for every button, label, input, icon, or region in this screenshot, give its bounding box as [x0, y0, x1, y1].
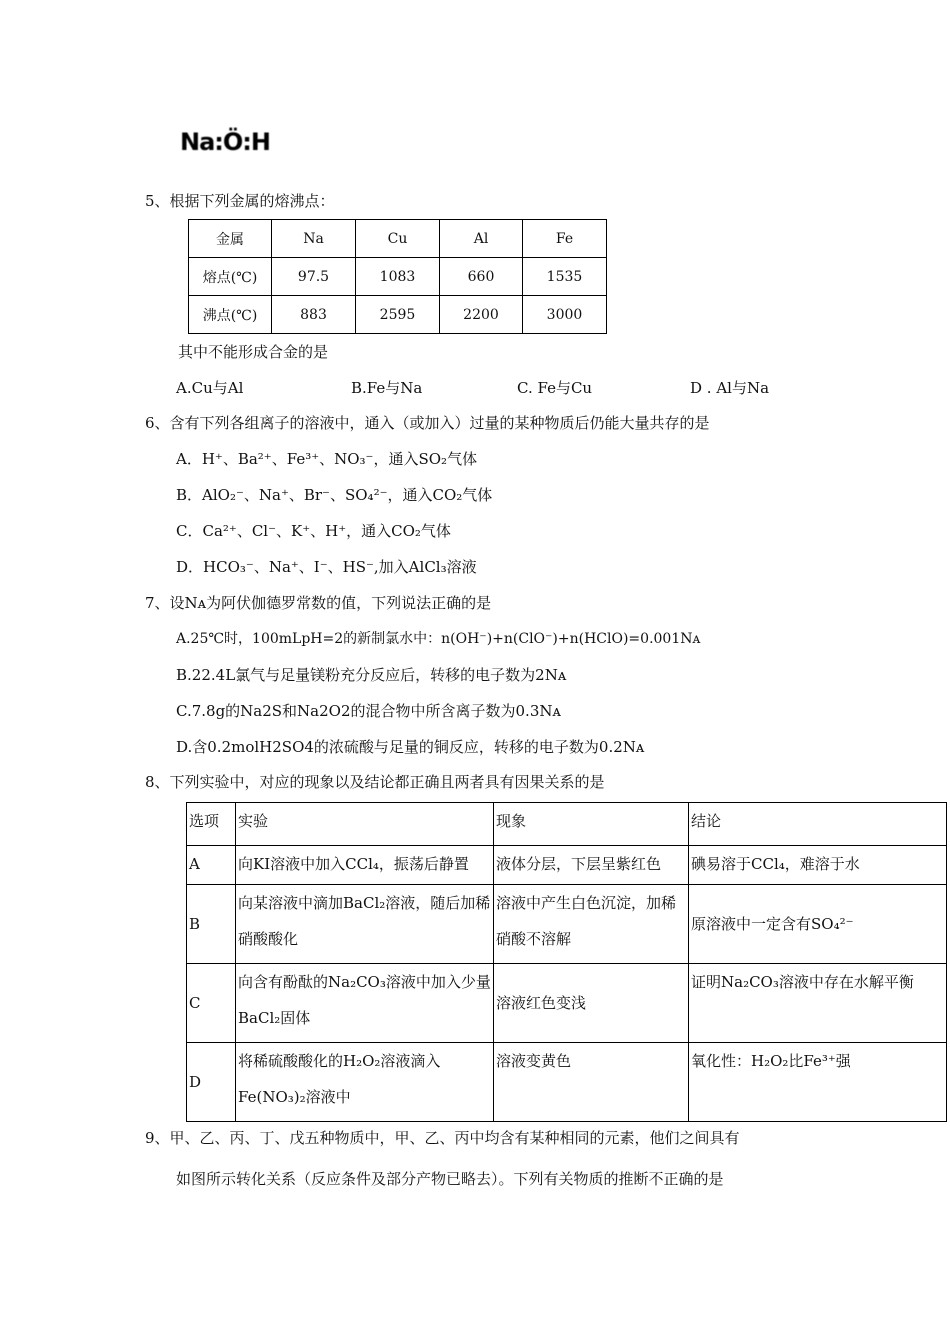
table-cell: 实验: [236, 803, 494, 846]
q7-option-c: C.7.8g的Na2S和Na2O2的混合物中所含离子数为0.3Nᴀ: [176, 702, 561, 720]
table-cell: 1083: [356, 258, 440, 296]
table-cell: 2200: [440, 296, 523, 334]
table-cell: 氧化性：H₂O₂比Fe³⁺强: [689, 1043, 947, 1122]
q7-stem: 7、设Nᴀ为阿伏伽德罗常数的值，下列说法正确的是: [145, 594, 492, 612]
table-cell: 2595: [356, 296, 440, 334]
table-cell: A: [187, 846, 236, 885]
table-cell: 将稀硫酸酸化的H₂O₂溶液滴入Fe(NO₃)₂溶液中: [236, 1043, 494, 1122]
table-cell: 选项: [187, 803, 236, 846]
q5-option-a: A.Cu与Al: [176, 379, 244, 397]
table-cell: 1535: [523, 258, 607, 296]
table-cell: 金属: [189, 220, 272, 258]
table-cell: 向某溶液中滴加BaCl₂溶液，随后加稀硝酸酸化: [236, 885, 494, 964]
q8-experiment-table: [186, 802, 947, 1122]
q5-option-c: C. Fe与Cu: [517, 379, 593, 397]
q7-option-b: B.22.4L氯气与足量镁粉充分反应后，转移的电子数为2Nᴀ: [176, 666, 567, 684]
q7-option-a: A.25℃时，100mLpH=2的新制氯水中：n(OH⁻)+n(ClO⁻)+n(HClO)=0.001Nᴀ: [176, 631, 701, 647]
q5-metal-table: [188, 219, 607, 334]
table-row: [189, 258, 607, 296]
q5-question: 其中不能形成合金的是: [178, 343, 329, 361]
table-row: [187, 846, 947, 885]
table-row: [187, 964, 947, 1043]
q6-option-c: C．Ca²⁺、Cl⁻、K⁺、H⁺，通入CO₂气体: [176, 522, 451, 540]
table-cell: 熔点(℃): [189, 258, 272, 296]
table-cell: 3000: [523, 296, 607, 334]
table-cell: 97.5: [272, 258, 356, 296]
table-cell: 883: [272, 296, 356, 334]
q6-option-a: A．H⁺、Ba²⁺、Fe³⁺、NO₃⁻，通入SO₂气体: [176, 450, 478, 468]
table-cell: C: [187, 964, 236, 1043]
q7-option-d: D.含0.2molH2SO4的浓硫酸与足量的铜反应，转移的电子数为0.2Nᴀ: [176, 738, 645, 756]
q9-continuation: 如图所示转化关系（反应条件及部分产物已略去）。下列有关物质的推断不正确的是: [176, 1170, 724, 1188]
q6-option-d: D．HCO₃⁻、Na⁺、I⁻、HS⁻,加入AlCl₃溶液: [176, 558, 477, 576]
q5-option-b: B.Fe与Na: [351, 379, 423, 397]
q8-stem: 8、下列实验中，对应的现象以及结论都正确且两者具有因果关系的是: [145, 773, 605, 791]
table-cell: 结论: [689, 803, 947, 846]
table-cell: 溶液中产生白色沉淀，加稀硝酸不溶解: [494, 885, 689, 964]
table-row: [189, 220, 607, 258]
table-cell: 现象: [494, 803, 689, 846]
table-cell: 溶液变黄色: [494, 1043, 689, 1122]
table-cell: 沸点(℃): [189, 296, 272, 334]
table-cell: 原溶液中一定含有SO₄²⁻: [689, 885, 947, 964]
table-cell: 碘易溶于CCl₄，难溶于水: [689, 846, 947, 885]
q5-stem: 5、根据下列金属的熔沸点：: [145, 192, 335, 210]
table-cell: Na: [272, 220, 356, 258]
table-cell: 液体分层，下层呈紫红色: [494, 846, 689, 885]
table-cell: Fe: [523, 220, 607, 258]
q6-option-b: B．AlO₂⁻、Na⁺、Br⁻、SO₄²⁻，通入CO₂气体: [176, 486, 493, 504]
table-row: [187, 1043, 947, 1122]
table-row: [187, 885, 947, 964]
table-cell: 证明Na₂CO₃溶液中存在水解平衡: [689, 964, 947, 1043]
table-cell: 向含有酚酞的Na₂CO₃溶液中加入少量BaCl₂固体: [236, 964, 494, 1043]
electron-formula-image: Na:Ö:H: [180, 128, 270, 156]
table-row: [187, 803, 947, 846]
q5-option-d: D . Al与Na: [690, 379, 770, 397]
table-cell: Cu: [356, 220, 440, 258]
table-cell: D: [187, 1043, 236, 1122]
table-row: [189, 296, 607, 334]
q6-stem: 6、含有下列各组离子的溶液中，通入（或加入）过量的某种物质后仍能大量共存的是: [145, 414, 710, 432]
table-cell: 向KI溶液中加入CCl₄，振荡后静置: [236, 846, 494, 885]
table-cell: 溶液红色变浅: [494, 964, 689, 1043]
table-cell: B: [187, 885, 236, 964]
table-cell: 660: [440, 258, 523, 296]
table-cell: Al: [440, 220, 523, 258]
q9-stem: 9、甲、乙、丙、丁、戊五种物质中，甲、乙、丙中均含有某种相同的元素，他们之间具有: [145, 1129, 740, 1147]
